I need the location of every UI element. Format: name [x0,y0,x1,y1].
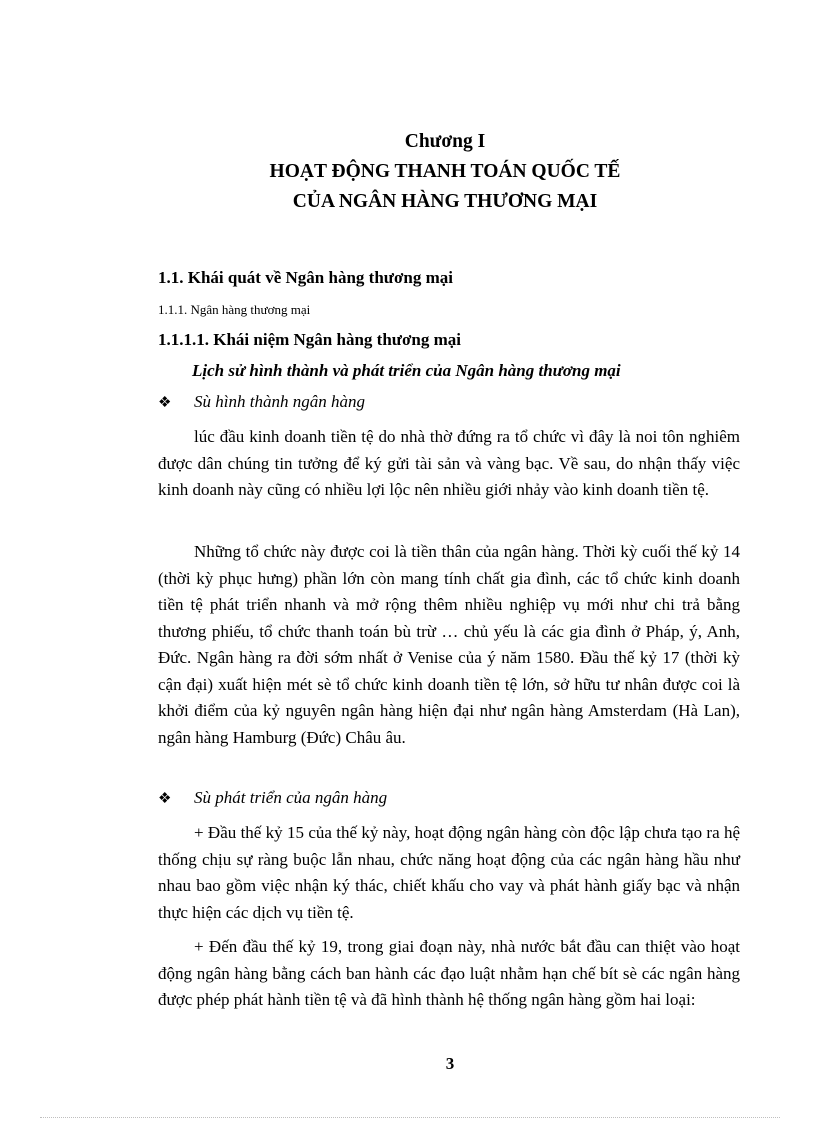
bullet-text: Sù phát triển của ngân hàng [194,788,388,807]
page-number: 3 [445,1054,455,1073]
bullet-item-development [158,788,387,808]
paragraph-2: Những tổ chức này được coi là tiền thân của ngân hàng. Thời kỳ cuối thế kỷ 14 (thời kỳ phục hưng) phần lớn còn mang tính chất gia đình, các tổ chức kinh doanh tiền tệ phát triển nhanh và mở rộng thêm nhiều nghiệp vụ mới như chi trả bằng thương phiếu, tổ chức thanh toán bù trừ … chủ yếu là các gia đình ở Pháp, ý, Anh, Đức. Ngân hàng ra đời sớm nhất ở Venise của ý năm 1580. Đầu thế kỷ 17 (thời kỳ cận đại) xuất hiện mét sè tổ chức kinh doanh tiền tệ lớn, sở hữu tư nhân được coi là khởi điểm của kỷ nguyên ngân hàng hiện đại như ngân hàng Amsterdam (Hà Lan), ngân hàng Hamburg (Đức) Châu âu. [158,542,740,747]
paragraph-1: lúc đầu kinh doanh tiền tệ do nhà thờ đứng ra tổ chức vì đây là noi tôn nghiêm được dân chúng tin tưởng để ký gửi tài sản và vàng bạc. Về sau, do nhận thấy việc kinh doanh này cũng có nhiều lợi lộc nên nhiều giới nhảy vào kinh doanh tiền tệ. [158,427,740,499]
paragraph-3: + Đầu thế kỷ 15 của thế kỷ này, hoạt động ngân hàng còn độc lập chưa tạo ra hệ thống chịu sự ràng buộc lẫn nhau, chức năng hoạt động của các ngân hàng hầu như nhau bao gồm việc nhận ký thác, chiết khấu cho vay và phát hành giấy bạc và nhận thực hiện các dịch vụ tiền tệ. [158,823,740,922]
chapter-number: Chương I [404,131,486,152]
chapter-title-line-2: CỦA NGÂN HÀNG THƯƠNG MẠI [292,191,598,212]
subheading: Lịch sử hình thành và phát triển của Ngân hàng thương mại [192,361,621,380]
page-bottom-divider [40,1117,780,1118]
paragraph-4: + Đến đầu thế kỷ 19, trong giai đoạn này, nhà nước bắt đầu can thiệt vào hoạt động ngân hàng bằng cách ban hành các đạo luật nhằm hạn chế bít sè các ngân hàng được phép phát hành tiền tệ và đã hình thành hệ thống ngân hàng gồm hai loại: [158,937,740,1009]
bullet-item-formation [158,392,365,412]
bullet-text: Sù hình thành ngân hàng [194,392,365,411]
chapter-title-line-1: HOẠT ĐỘNG THANH TOÁN QUỐC TẾ [269,161,621,182]
diamond-bullet-icon: ❖ [158,395,172,411]
section-heading-1-1-1: 1.1.1. Ngân hàng thương mại [158,302,311,317]
section-heading-1-1-1-1: 1.1.1.1. Khái niệm Ngân hàng thương mại [158,330,461,349]
diamond-bullet-icon: ❖ [158,791,172,807]
section-heading-1-1: 1.1. Khái quát về Ngân hàng thương mại [158,268,453,287]
